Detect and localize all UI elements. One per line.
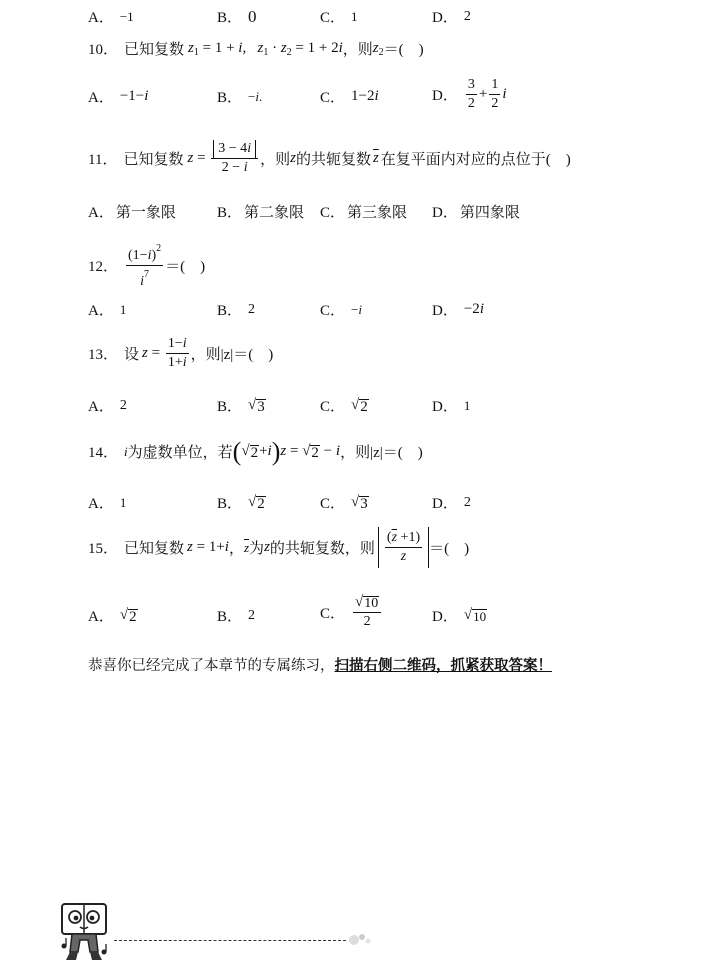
- q12-option-c-key: C．: [320, 303, 346, 319]
- q12-option-b-key: B．: [217, 303, 243, 319]
- q9-option-d[interactable]: [432, 6, 471, 27]
- q9-option-a[interactable]: [88, 6, 134, 27]
- question-tail: ＝( ): [165, 259, 206, 275]
- q13-option-d-key: D．: [432, 399, 458, 415]
- q14-option-c-key: C．: [320, 496, 346, 512]
- question-10: [88, 38, 424, 59]
- q10-option-c-key: C．: [320, 90, 346, 106]
- q12-option-c[interactable]: C． −i: [320, 299, 362, 320]
- completion-text: 恭喜你已经完成了本章节的专属练习，: [88, 658, 335, 674]
- question-text-mid: ，: [228, 541, 244, 557]
- math-expression: z = $\frac{3 - 4i}{2 - i}$: [187, 140, 260, 177]
- q13-option-d[interactable]: [432, 395, 470, 416]
- q14-option-d[interactable]: [432, 492, 471, 513]
- question-text-mid2: 的共轭复数: [295, 152, 371, 168]
- question-number: 14．: [88, 445, 119, 461]
- q11-option-d-key: D．: [432, 205, 458, 221]
- q10-option-c-value: 1−2: [351, 88, 375, 104]
- q11-option-c-key: C．: [320, 205, 346, 221]
- q13-option-c-value: 2: [360, 399, 368, 415]
- question-12: [88, 240, 205, 291]
- q12-option-b-value: 2: [248, 301, 256, 317]
- q12-option-c-value: −: [351, 301, 359, 317]
- q13-option-a[interactable]: [88, 395, 127, 416]
- footer-dashed-divider: [114, 940, 346, 941]
- q12-option-a-value: 1: [119, 301, 127, 317]
- q13-option-b[interactable]: B． √ 3: [217, 397, 265, 415]
- question-number: 10．: [88, 42, 119, 58]
- q14-option-a-key: A．: [88, 496, 114, 512]
- question-tail: ，则|z|＝( ): [190, 347, 274, 363]
- q12-option-d[interactable]: D． −2i: [432, 301, 484, 319]
- q14-option-a-value: 1: [119, 494, 127, 510]
- q15-option-b-key: B．: [217, 609, 243, 625]
- q15-option-a[interactable]: A． √ 2: [88, 607, 137, 625]
- q12-option-d-key: D．: [432, 303, 458, 319]
- question-11: [88, 140, 571, 177]
- math-z: z: [264, 539, 270, 555]
- q11-option-c[interactable]: [320, 201, 407, 222]
- q10-option-d-value: +: [478, 85, 488, 102]
- q12-option-b[interactable]: [217, 299, 255, 320]
- q15-option-a-value: 2: [129, 609, 137, 625]
- q10-option-a[interactable]: A． −1−i: [88, 88, 149, 106]
- q13-option-c[interactable]: C． √ 2: [320, 397, 368, 415]
- q10-option-d[interactable]: D． $\frac{3}{2}$ + $\frac{1}{2}$ i: [432, 77, 507, 111]
- question-13: [88, 335, 273, 372]
- q14-option-b-key: B．: [217, 496, 243, 512]
- q9-option-b-value: 0: [248, 6, 257, 26]
- q9-option-c[interactable]: [320, 6, 358, 27]
- q11-option-b[interactable]: [217, 201, 304, 222]
- math-z: z: [290, 150, 296, 166]
- math-expression: ( √ 2 + i ) z = √ 2 − i: [232, 436, 341, 466]
- math-expression: $\frac{(1-i)^2}{i^7}$: [124, 240, 165, 291]
- q9-option-b-key: B．: [217, 10, 243, 26]
- q13-option-c-key: C．: [320, 399, 346, 415]
- q13-option-b-key: B．: [217, 399, 243, 415]
- q11-option-c-value: 第三象限: [347, 205, 408, 221]
- q15-option-d-value: 10: [473, 609, 487, 624]
- q15-option-b-value: 2: [248, 607, 256, 623]
- question-text: 已知复数: [123, 152, 184, 168]
- book-mascot-icon: [56, 900, 112, 966]
- question-text-mid3: 的共轭复数，则: [269, 541, 375, 557]
- math-expression: $\frac{(\overline{z} +1)}{z}$: [378, 527, 429, 568]
- question-14: [88, 436, 423, 466]
- question-number: 15．: [88, 541, 119, 557]
- question-text-mid: ，则: [342, 42, 373, 58]
- q10-option-b[interactable]: B． −i.: [217, 86, 262, 107]
- math-expression: $z_2$: [372, 39, 384, 58]
- question-text-mid2: 为: [249, 541, 265, 557]
- math-expression: $z_1 = 1 + i$, $z_1 \cdot z_2 = 1 + 2i$: [188, 39, 343, 58]
- question-text: 设: [124, 347, 140, 363]
- question-tail: ＝( ): [429, 541, 470, 557]
- q13-option-d-value: 1: [463, 397, 471, 413]
- q13-option-a-key: A．: [88, 399, 114, 415]
- q11-option-b-key: B．: [217, 205, 243, 221]
- q10-option-d-key: D．: [432, 88, 458, 104]
- q10-option-b-key: B．: [217, 90, 243, 106]
- question-text: 已知复数: [124, 42, 185, 58]
- q11-option-a-value: 第一象限: [115, 205, 176, 221]
- q15-option-b[interactable]: [217, 605, 255, 626]
- question-number: 11．: [88, 152, 118, 168]
- q15-option-d-key: D．: [432, 609, 458, 625]
- scan-qr-link[interactable]: 扫描右侧二维码，抓紧获取答案！: [334, 658, 552, 674]
- q12-option-a-key: A．: [88, 303, 114, 319]
- q15-option-c-value: 10: [364, 596, 379, 611]
- q14-option-c-value: 3: [360, 496, 368, 512]
- q11-option-d-value: 第四象限: [459, 205, 520, 221]
- question-number: 12．: [88, 259, 119, 275]
- q12-option-d-value: −2: [463, 301, 480, 317]
- q9-option-c-value: 1: [351, 8, 358, 24]
- q15-option-a-key: A．: [88, 609, 114, 625]
- q9-option-c-key: C．: [320, 10, 346, 26]
- q15-option-d[interactable]: D． √ 10: [432, 607, 487, 625]
- q14-option-b[interactable]: B． √ 2: [217, 494, 265, 512]
- q9-option-b[interactable]: [217, 6, 257, 27]
- question-tail: 在复平面内对应的点位于( ): [380, 152, 571, 168]
- question-number: 13．: [88, 347, 119, 363]
- completion-message: [88, 654, 552, 675]
- math-expression: z = $\frac{1-i}{1+i}$: [142, 336, 187, 370]
- q9-option-a-value: −1: [119, 8, 134, 24]
- q11-option-d[interactable]: [432, 201, 520, 222]
- q9-option-d-value: 2: [463, 8, 471, 24]
- q14-option-a[interactable]: [88, 492, 126, 513]
- q9-option-d-key: D．: [432, 10, 458, 26]
- math-z-bar: $\overline{z}$: [243, 539, 250, 555]
- question-tail: ＝( ): [383, 42, 424, 58]
- q12-option-a[interactable]: [88, 299, 126, 320]
- question-tail: ，则|z|＝( ): [340, 445, 423, 461]
- q15-option-c[interactable]: C． √ 10 2: [320, 593, 383, 631]
- q11-option-b-value: 第二象限: [244, 205, 305, 221]
- q10-option-c[interactable]: C． 1−2i: [320, 88, 379, 106]
- question-text: 已知复数: [124, 541, 185, 557]
- question-text-mid: ，则: [260, 152, 291, 168]
- q15-option-c-key: C．: [320, 605, 346, 622]
- q14-option-c[interactable]: C． √ 3: [320, 494, 368, 512]
- q14-option-b-value: 2: [257, 496, 265, 512]
- math-expression: z = 1+i: [187, 539, 229, 555]
- question-15: [88, 527, 469, 568]
- question-text: 为虚数单位，若: [127, 445, 233, 461]
- q10-option-a-key: A．: [88, 90, 114, 106]
- math-z-bar: $\overline{z}$: [372, 150, 379, 166]
- q13-option-b-value: 3: [257, 399, 265, 415]
- q14-option-d-key: D．: [432, 496, 458, 512]
- fade-dots-icon: [346, 928, 376, 950]
- q11-option-a-key: A．: [88, 205, 114, 221]
- q11-option-a[interactable]: [88, 201, 176, 222]
- q10-option-b-value: −: [248, 88, 256, 104]
- math-i: i: [124, 443, 128, 459]
- q10-option-a-value: −1−: [119, 88, 145, 104]
- q14-option-d-value: 2: [463, 494, 471, 510]
- q9-option-a-key: A．: [88, 10, 114, 26]
- q13-option-a-value: 2: [119, 397, 127, 413]
